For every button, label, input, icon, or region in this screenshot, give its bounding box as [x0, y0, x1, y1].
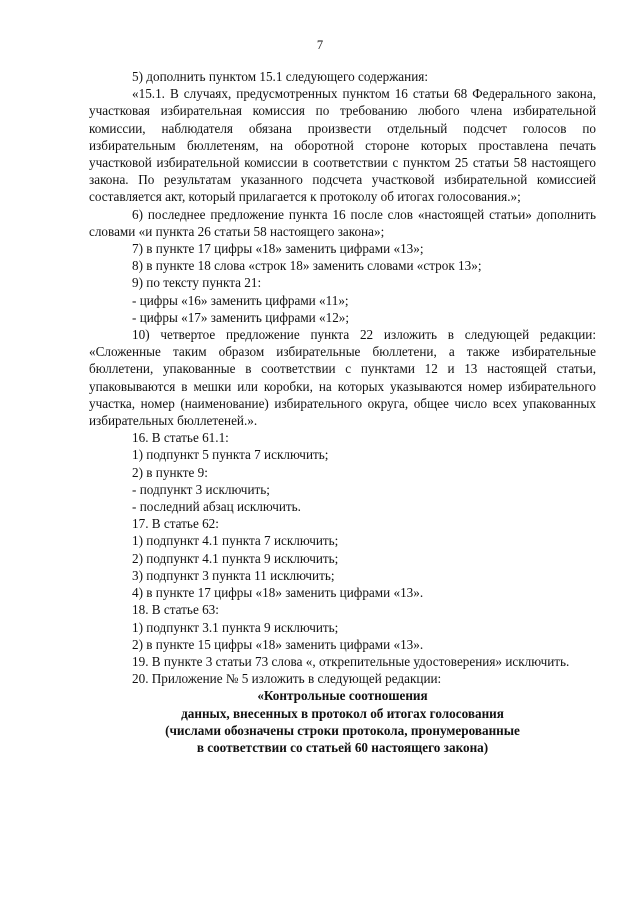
paragraph: 16. В статье 61.1: — [132, 430, 229, 446]
paragraph: - цифры «17» заменить цифрами «12»; — [132, 309, 350, 325]
heading-line: в соответствии со статьей 60 настоящего закона) — [196, 739, 489, 755]
paragraph: 10) четвертое предложение пункта 22 изложить в следующей редакции: «Сложенные таким образом избирательные бюллетени, а также избирательные бюллетени, упакованные в соответствии с пунктами 12 и 13 настоящей статьи, упаковываются в мешки или коробки, на которых указываются номер избирательного участка, номер (наименование) избирательного округа, общее число всех упакованных избирательных бюллетеней.». — [89, 327, 596, 429]
heading-line: «Контрольные соотношения — [257, 688, 428, 704]
paragraph: 2) подпункт 4.1 пункта 9 исключить; — [132, 550, 339, 566]
paragraph: 1) подпункт 5 пункта 7 исключить; — [132, 447, 329, 463]
document-body — [89, 68, 596, 756]
paragraph: 7) в пункте 17 цифры «18» заменить цифрами «13»; — [132, 241, 424, 257]
paragraph: 2) в пункте 15 цифры «18» заменить цифрами «13». — [132, 636, 424, 652]
paragraph: 19. В пункте 3 статьи 73 слова «, открепительные удостоверения» исключить. — [132, 653, 570, 669]
paragraph: - цифры «16» заменить цифрами «11»; — [132, 292, 349, 308]
heading-line: (числами обозначены строки протокола, пронумерованные — [165, 722, 520, 738]
paragraph: 9) по тексту пункта 21: — [132, 275, 262, 291]
paragraph: - подпункт 3 исключить; — [132, 481, 270, 497]
paragraph: 1) подпункт 4.1 пункта 7 исключить; — [132, 533, 339, 549]
paragraph: 2) в пункте 9: — [132, 464, 208, 480]
paragraph: 20. Приложение № 5 изложить в следующей редакции: — [132, 671, 442, 687]
paragraph: 17. В статье 62: — [132, 516, 219, 532]
page-number: 7 — [316, 38, 324, 52]
paragraph: - последний абзац исключить. — [132, 499, 301, 515]
paragraph: 4) в пункте 17 цифры «18» заменить цифрами «13». — [132, 585, 424, 601]
paragraph: 1) подпункт 3.1 пункта 9 исключить; — [132, 619, 339, 635]
paragraph: 3) подпункт 3 пункта 11 исключить; — [132, 567, 335, 583]
paragraph: 18. В статье 63: — [132, 602, 219, 618]
paragraph: 6) последнее предложение пункта 16 после слов «настоящей статьи» дополнить словами «и пункта 26 статьи 58 настоящего закона»; — [89, 206, 596, 239]
paragraph: «15.1. В случаях, предусмотренных пунктом 16 статьи 68 Федерального закона, участковая избирательная комиссия по требованию любого члена избирательной комиссии, наблюдателя обязана произвести отдельный подсчет голосов по избирательным бюллетеням, на оборотной стороне которых проставлена печать участковой избирательной комиссии в соответствии с пунктом 25 статьи 58 настоящего закона. По результатам указанного подсчета участковой избирательной комиссией составляется акт, который прилагается к протоколу об итогах голосования.»; — [89, 86, 596, 205]
paragraph: 5) дополнить пунктом 15.1 следующего содержания: — [132, 69, 429, 84]
appendix-heading — [89, 687, 596, 756]
paragraph: 8) в пункте 18 слова «строк 18» заменить словами «строк 13»; — [132, 258, 482, 274]
heading-line: данных, внесенных в протокол об итогах голосования — [181, 705, 504, 721]
